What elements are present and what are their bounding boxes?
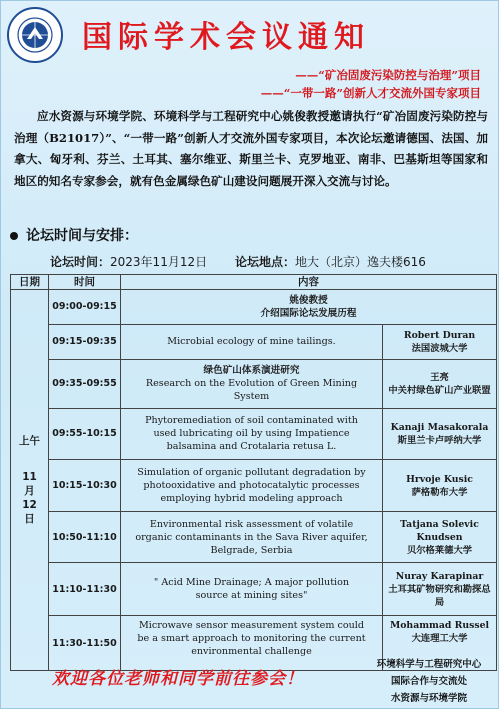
content-cell: Microbial ecology of mine tailings.	[121, 324, 383, 360]
header-date: 日期	[11, 275, 49, 290]
project-subtitle-2: ——“一带一路”创新人才交流外国专家项目	[260, 86, 481, 100]
time-cell: 09:55-10:15	[49, 408, 121, 459]
project-subtitle-1: ——“矿冶固废污染防控与治理”项目	[295, 68, 481, 82]
day-date: 11月12日	[22, 470, 37, 525]
table-row	[11, 360, 497, 409]
organizer-line: 环境科学与工程研究中心	[376, 659, 482, 670]
schedule-heading: 论坛时间与安排：	[10, 225, 138, 245]
day-part: 上午	[19, 434, 40, 447]
page-title: 国际学术会议通知	[82, 20, 370, 55]
organizer-line: 国际合作与交流处	[390, 676, 467, 687]
welcome-message: 欢迎各位老师和同学前往参会！	[52, 669, 304, 689]
university-seal-icon	[6, 6, 64, 64]
speaker-cell: Hrvoje Kusic 萨格勒布大学	[383, 459, 497, 512]
bullet-icon	[10, 232, 18, 240]
table-header-row	[11, 275, 497, 290]
time-cell: 11:30-11:50	[49, 616, 121, 671]
content-cell: Simulation of organic pollutant degradation by photooxidative and photocatalytic processes employing hybrid modeling approach	[121, 459, 383, 512]
speaker-cell: Kanaji Masakorala 斯里兰卡卢呼纳大学	[383, 408, 497, 459]
table-row	[11, 290, 497, 325]
intro-paragraph: 应水资源与环境学院、环境科学与工程研究中心姚俊教授邀请执行“矿冶固废污染防控与治理（B21017）”、“一带一路”创新人才交流外国专家项目，本次论坛邀请德国、法国、加拿大、匈牙利、芬兰、土耳其、塞尔维亚、斯里兰卡、克罗地亚、南非、巴基斯坦等国家和地区的知名专家参会，就有色金属绿色矿山建设问题展开深入交流与讨论。	[14, 109, 488, 188]
time-cell: 11:10-11:30	[49, 563, 121, 616]
schedule-table	[10, 274, 497, 671]
table-row	[11, 408, 497, 459]
speaker-cell: Tatjana Solevic Knudsen 贝尔格莱德大学	[383, 512, 497, 563]
content-cell: Phytoremediation of soil contaminated with used lubricating oil by using Impatience balsamina and Crotalaria retusa L.	[121, 408, 383, 459]
header-content: 内容	[121, 275, 497, 290]
time-cell: 09:35-09:55	[49, 360, 121, 409]
speaker-cell: Mohammad Russel 大连理工大学	[383, 616, 497, 671]
table-row	[11, 459, 497, 512]
table-row	[11, 512, 497, 563]
table-row	[11, 563, 497, 616]
forum-place: 论坛地点：地大（北京）逸夫楼616	[235, 255, 426, 269]
time-cell: 10:50-11:10	[49, 512, 121, 563]
header-time: 时间	[49, 275, 121, 290]
speaker-cell: Robert Duran 法国波城大学	[383, 324, 497, 360]
content-cell: 姚俊教授 介绍国际论坛发展历程	[121, 290, 497, 325]
content-cell: 绿色矿山体系演进研究 Research on the Evolution of Green Mining System	[121, 360, 383, 409]
time-cell: 09:00-09:15	[49, 290, 121, 325]
speaker-cell: 王亮 中关村绿色矿山产业联盟	[383, 360, 497, 409]
content-cell: Microwave sensor measurement system could be a smart approach to monitoring the current environmental challenge	[121, 616, 383, 671]
table-row	[11, 324, 497, 360]
content-cell: Environmental risk assessment of volatile organic contaminants in the Sava River aquifer, Belgrade, Serbia	[121, 512, 383, 563]
speaker-cell: Nuray Karapinar 土耳其矿物研究和勘探总 局	[383, 563, 497, 616]
day-cell	[11, 290, 49, 671]
time-cell: 09:15-09:35	[49, 324, 121, 360]
forum-time: 论坛时间：2023年11月12日	[50, 255, 208, 269]
content-cell: " Acid Mine Drainage; A major pollution source at mining sites"	[121, 563, 383, 616]
organizer-line: 水资源与环境学院	[390, 693, 467, 704]
time-cell: 10:15-10:30	[49, 459, 121, 512]
